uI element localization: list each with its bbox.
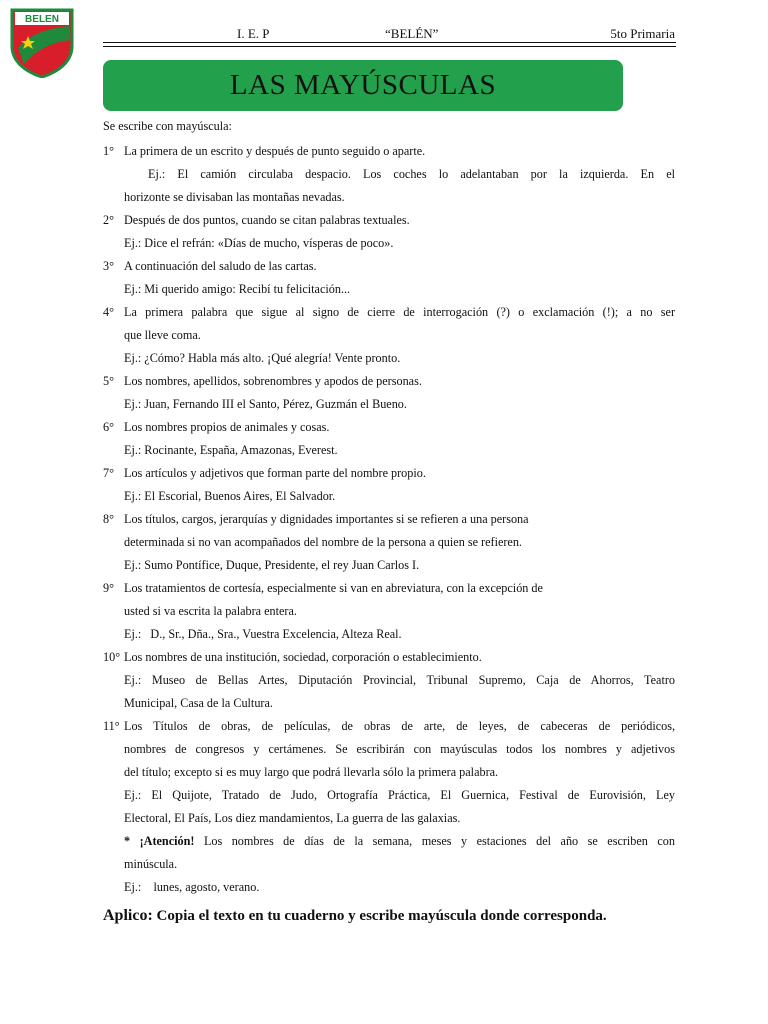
example-text: Ej.: Juan, Fernando III el Santo, Pérez, Guzmán el Bueno.: [124, 397, 407, 411]
rule-number: 5°: [103, 374, 114, 388]
header-left: I. E. P: [237, 26, 270, 41]
rule-text: determinada si no van acompañados del nombre de la persona a quien se refieren.: [124, 535, 522, 549]
example-text: Electoral, El País, Los diez mandamientos, La guerra de las galaxias.: [124, 811, 461, 825]
rule-text: Los nombres de una institución, sociedad, corporación o establecimiento.: [124, 650, 482, 664]
rule-text: La primera de un escrito y después de punto seguido o aparte.: [124, 144, 426, 158]
example-text: Ej.: El camión circulaba despacio. Los coches lo adelantaban por la izquierda. En el: [148, 167, 675, 181]
rule-number: 6°: [103, 420, 114, 434]
rule-number: 7°: [103, 466, 114, 480]
example-text: Ej.: Rocinante, España, Amazonas, Everest.: [124, 443, 338, 457]
activity-text: Copia el texto en tu cuaderno y escribe mayúscula donde corresponda.: [156, 908, 607, 924]
rule-text: que lleve coma.: [124, 328, 201, 342]
rule-text: A continuación del saludo de las cartas.: [124, 259, 317, 273]
rule-number: 8°: [103, 512, 114, 526]
page-header: [103, 26, 675, 42]
rule-number: 9°: [103, 581, 114, 595]
rule-number: 11°: [103, 719, 120, 733]
attention-text: minúscula.: [124, 857, 178, 871]
rule-text: La primera palabra que sigue al signo de cierre de interrogación (?) o exclamación (!); a no ser: [124, 305, 675, 319]
title-banner: [103, 60, 623, 111]
rule-text: usted si va escrita la palabra entera.: [124, 604, 297, 618]
rule-text: Los nombres propios de animales y cosas.: [124, 420, 330, 434]
attention-line: [124, 833, 675, 849]
example-text: Ej.: El Quijote, Tratado de Judo, Ortografía Práctica, El Guernica, Festival de Eurovisión, Ley: [124, 788, 675, 802]
rule-text: Los nombres, apellidos, sobrenombres y apodos de personas.: [124, 374, 422, 388]
example-text: Municipal, Casa de la Cultura.: [124, 696, 273, 710]
rule-text: Los títulos, cargos, jerarquías y dignidades importantes si se refieren a una persona: [124, 512, 529, 526]
example-text: Ej.: Dice el refrán: «Días de mucho, vísperas de poco».: [124, 236, 394, 250]
rule-number: 10°: [103, 650, 121, 664]
header-divider: [103, 42, 676, 43]
attention-label: * ¡Atención!: [124, 834, 195, 848]
activity-label: Aplico:: [103, 907, 153, 924]
school-logo: [8, 6, 76, 78]
example-text: Ej.: D., Sr., Dña., Sra., Vuestra Excelencia, Alteza Real.: [124, 627, 402, 641]
header-divider-thin: [103, 46, 676, 47]
intro-text: Se escribe con mayúscula:: [103, 119, 232, 133]
rule-number: 4°: [103, 305, 114, 319]
page-title: LAS MAYÚSCULAS: [229, 69, 497, 101]
rule-number: 2°: [103, 213, 114, 227]
rule-number: 3°: [103, 259, 114, 273]
example-text: Ej.: Sumo Pontífice, Duque, Presidente, el rey Juan Carlos I.: [124, 558, 420, 572]
attention-text: Los nombres de días de la semana, meses y estaciones del año se escriben con: [203, 834, 675, 848]
activity-instruction: [103, 907, 675, 925]
rule-text: Después de dos puntos, cuando se citan palabras textuales.: [124, 213, 410, 227]
rule-text: Los artículos y adjetivos que forman parte del nombre propio.: [124, 466, 426, 480]
example-text: Ej.: Museo de Bellas Artes, Diputación Provincial, Tribunal Supremo, Caja de Ahorros, Teatro: [124, 673, 675, 687]
example-text: Ej.: lunes, agosto, verano.: [124, 880, 260, 894]
example-text: Ej.: ¿Cómo? Habla más alto. ¡Qué alegría! Vente pronto.: [124, 351, 401, 365]
rule-text: nombres de congresos y certámenes. Se escribirán con mayúsculas todos los nombres y adjetivos: [124, 742, 675, 756]
example-text: Ej.: Mi querido amigo: Recibí tu felicitación...: [124, 282, 351, 296]
header-center: “BELÉN”: [385, 26, 439, 41]
svg-text:BELEN: BELEN: [25, 14, 59, 25]
rule-text: Los tratamientos de cortesía, especialmente si van en abreviatura, con la excepción de: [124, 581, 543, 595]
rule-number: 1°: [103, 144, 114, 158]
example-text: horizonte se divisaban las montañas nevadas.: [124, 190, 345, 204]
rule-text: del título; excepto si es muy largo que podrá llevarla sólo la primera palabra.: [124, 765, 499, 779]
rule-text: Los Títulos de obras, de películas, de obras de arte, de leyes, de cabeceras de periódicos,: [124, 719, 675, 733]
example-text: Ej.: El Escorial, Buenos Aires, El Salvador.: [124, 489, 336, 503]
header-right: 5to Primaria: [610, 26, 675, 41]
